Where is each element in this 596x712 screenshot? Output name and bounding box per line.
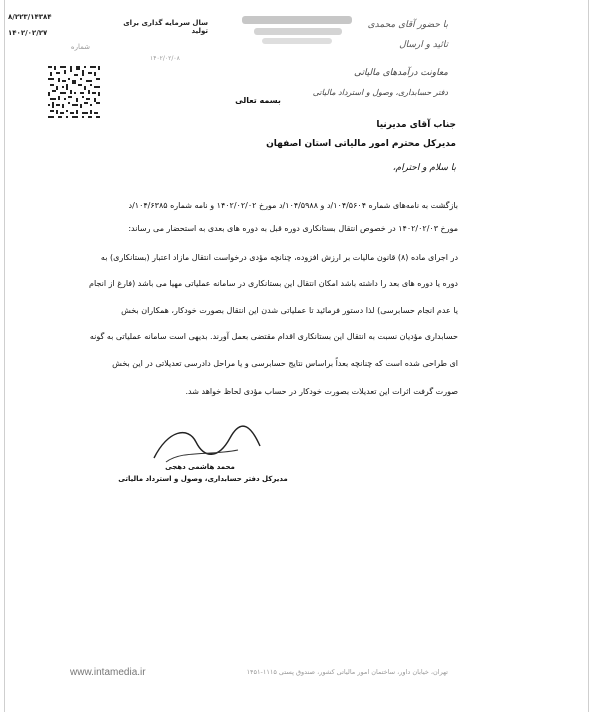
handwritten-note-4: دفتر حسابداری، وصول و استرداد مالیاتی bbox=[312, 88, 448, 97]
letter-date: ۱۴۰۲/۰۲/۲۷ bbox=[8, 29, 48, 37]
scan-border-right bbox=[588, 0, 589, 712]
greeting: با سلام و احترام، bbox=[392, 163, 456, 173]
body-line: حسابداری مؤدیان نسبت به انتقال این بستانکاری اقدام مقتضی بعمل آورند. بدیهی است سامانه عملیاتی به گونه bbox=[89, 332, 458, 341]
watermark-url: www.intamedia.ir bbox=[70, 667, 146, 678]
addressee-name: جناب آقای مدیرنیا bbox=[376, 120, 456, 130]
signature-scribble bbox=[148, 420, 268, 468]
scan-border-left bbox=[4, 0, 5, 712]
body-line: بازگشت به نامه‌های شماره ۱۰۴/۵۶۰۴/د و ۱۰۴/۵۹۸۸/د مورخ ۱۴۰۲/۰۲/۰۲ و نامه شماره ۱۰۴/۶۳۸۵/د bbox=[128, 201, 458, 210]
body-line: ای طراحی شده است که چنانچه بعداً براساس نتایج حسابرسی و یا مراحل دادرسی تعدیلاتی در این بخش bbox=[112, 359, 458, 368]
number-label: شماره bbox=[70, 43, 90, 51]
handwritten-note-3: معاونت درآمدهای مالیاتی bbox=[353, 68, 448, 78]
addressee-title: مدیرکل محترم امور مالیاتی استان اصفهان bbox=[266, 139, 456, 149]
faint-subline: ۱۴۰۲/۰۲/۰۸ bbox=[150, 55, 180, 62]
letter-number: ۸/۲۲۳/۱۴۳۸۴ bbox=[8, 13, 52, 21]
body-line: در اجرای ماده (۸) قانون مالیات بر ارزش افزوده، چنانچه مؤدی درخواست انتقال مازاد اعتبار (بستانکاری) به bbox=[100, 253, 458, 262]
year-slogan: سال سرمایه گذاری برای تولید bbox=[123, 19, 208, 35]
body-line: دوره یا دوره های بعد را داشته باشد امکان انتقال این بستانکاری در سامانه عملیاتی مهیا می باشد (فارغ از انجام bbox=[89, 279, 458, 288]
signatory-name: محمد هاشمی دهجی bbox=[165, 463, 235, 471]
basmala: بسمه تعالی bbox=[235, 96, 281, 105]
qr-code-icon bbox=[46, 64, 102, 120]
body-line: مورخ ۱۴۰۲/۰۲/۰۳ در خصوص انتقال بستانکاری دوره قبل به دوره های بعدی به استحضار می رساند: bbox=[128, 224, 458, 233]
body-line: یا عدم انجام حسابرسی) لذا دستور فرمائید تا عملیاتی شدن این انتقال بصورت خودکار، همکاران بخش bbox=[121, 306, 458, 315]
signatory-title: مدیرکل دفتر حسابداری، وصول و استرداد مالیاتی bbox=[118, 475, 288, 483]
handwritten-note-2: تائید و ارسال bbox=[399, 40, 448, 50]
handwritten-note-1: با حضور آقای محمدی bbox=[367, 20, 448, 30]
footer-address: تهران، خیابان داور، ساختمان امور مالیاتی کشور، صندوق پستی ۱۱۱۵-۱۴۵۱ bbox=[246, 668, 448, 676]
body-line: صورت گرفت اثرات این تعدیلات بصورت خودکار در حساب مؤدی لحاظ خواهد شد. bbox=[185, 387, 458, 396]
